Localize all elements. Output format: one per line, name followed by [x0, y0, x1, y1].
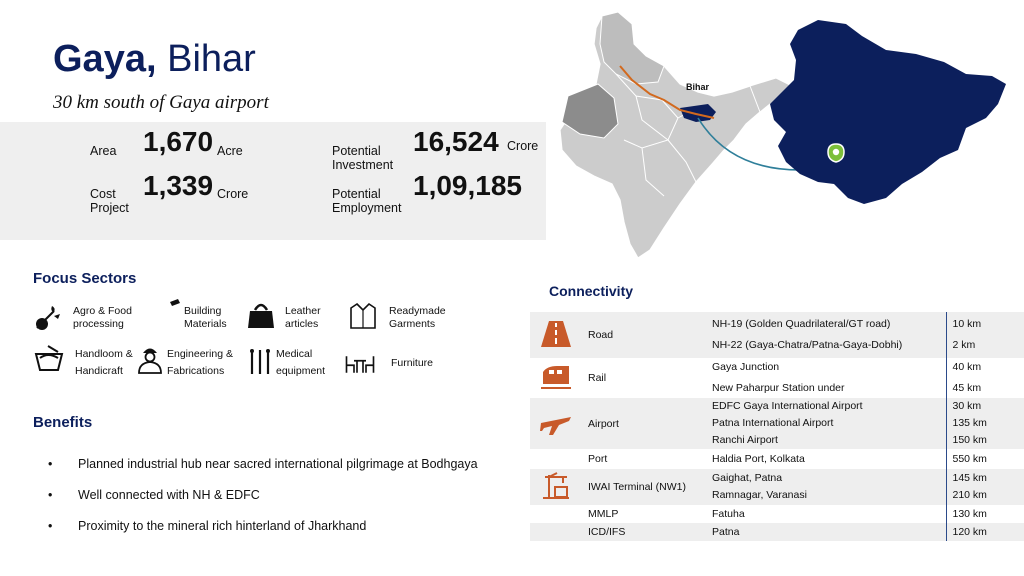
dist-airport [946, 398, 1024, 449]
dest-text: Patna [712, 525, 740, 538]
location-pin-dot [833, 149, 839, 155]
sector-engineering [167, 346, 233, 380]
dist-text: 135 km [952, 417, 987, 429]
airport-cell [530, 398, 582, 449]
sector-leather-line1: Leather [285, 305, 321, 317]
area-label: Area [90, 144, 117, 158]
handbag-icon [246, 300, 276, 330]
dist-text: 145 km [952, 472, 987, 484]
sector-furniture: Furniture [391, 357, 434, 369]
table-row [530, 312, 1024, 358]
dest-text: NH-22 (Gaya-Chatra/Patna-Gaya-Dobhi) [712, 339, 903, 351]
investment-value: 16,524 [413, 126, 499, 157]
bullet-icon: • [48, 488, 53, 502]
dest-icd [706, 523, 946, 541]
sector-medical-line2: equipment [276, 365, 326, 377]
location-map [546, 0, 1024, 268]
table-row [530, 449, 1024, 469]
sector-building-line1: Building [184, 305, 222, 317]
dest-text: EDFC Gaya International Airport [712, 400, 863, 412]
sector-agro [73, 305, 132, 331]
city-name: Gaya, [53, 38, 157, 80]
sector-medical [276, 346, 325, 380]
table-row [530, 523, 1024, 541]
cost-label [90, 187, 129, 215]
benefit-text: Well connected with NH & EDFC [78, 488, 260, 502]
dest-rail [706, 358, 946, 398]
dest-text: Gaighat, Patna [712, 472, 783, 484]
bullet-icon: • [48, 457, 53, 471]
icd-icon-cell [530, 523, 582, 541]
benefit-text: Proximity to the mineral rich hinterland of Jharkhand [78, 519, 367, 533]
cost-label-line1: Cost [90, 187, 116, 201]
table-row [530, 398, 1024, 449]
benefit-text: Planned industrial hub near sacred international pilgrimage at Bodhgaya [78, 457, 478, 471]
sector-garments [389, 305, 446, 331]
sector-leather-line2: articles [285, 318, 319, 330]
state-name: Bihar [167, 38, 256, 80]
crane-icon [541, 471, 571, 501]
dist-text: 40 km [952, 361, 982, 373]
connectivity-table [530, 312, 1024, 541]
sector-building-line2: Materials [184, 318, 227, 330]
dist-iwai [946, 469, 1024, 505]
bullet-icon: • [48, 519, 53, 533]
sector-medical-line1: Medical [276, 348, 313, 360]
train-icon [539, 362, 573, 392]
mode-airport: Airport [582, 398, 706, 449]
mode-icd: ICD/IFS [582, 523, 706, 541]
sector-building [184, 305, 227, 331]
table-row [530, 505, 1024, 523]
sector-handloom-line1: Handloom & [75, 348, 133, 360]
port-icon-cell [530, 449, 582, 469]
dist-text: 45 km [952, 382, 982, 394]
loom-icon [34, 344, 64, 374]
dist-port [946, 449, 1024, 469]
mmlp-icon-cell [530, 505, 582, 523]
sector-garments-line2: Garments [389, 318, 436, 330]
dest-text: New Paharpur Station under [712, 382, 845, 394]
area-value: 1,670 [143, 126, 214, 157]
dist-text: 550 km [952, 452, 987, 465]
sector-engineering-line1: Engineering & [167, 348, 233, 360]
employment-label-line2: Employment [332, 201, 402, 215]
rail-cell [530, 358, 582, 398]
cost-unit: Crore [217, 187, 249, 201]
dest-text: Ramnagar, Varanasi [712, 489, 807, 501]
mode-rail: Rail [582, 358, 706, 398]
sector-agro-line1: Agro & Food [73, 305, 132, 317]
furniture-icon [345, 348, 375, 378]
dist-text: 210 km [952, 489, 987, 501]
dist-text: 130 km [952, 507, 987, 520]
dest-iwai [706, 469, 946, 505]
sector-leather [285, 305, 321, 331]
benefit-item [48, 488, 260, 502]
dist-road [946, 312, 1024, 358]
dist-text: 120 km [952, 525, 987, 538]
jacket-icon [348, 301, 378, 331]
dest-mmlp [706, 505, 946, 523]
dist-text: 10 km [952, 318, 982, 330]
dest-text: Ranchi Airport [712, 434, 778, 446]
cost-value: 1,339 [143, 170, 214, 201]
dest-text: NH-19 (Golden Quadrilateral/GT road) [712, 318, 891, 330]
road-icon [539, 319, 573, 349]
sector-agro-line2: processing [73, 318, 124, 330]
mode-iwai: IWAI Terminal (NW1) [582, 469, 706, 505]
investment-unit: Crore [507, 139, 539, 153]
dest-port [706, 449, 946, 469]
page-title [53, 38, 256, 81]
dist-text: 2 km [952, 339, 976, 351]
iwai-cell [530, 469, 582, 505]
dest-airport [706, 398, 946, 449]
bihar-map [770, 20, 1006, 204]
area-unit: Acre [217, 144, 243, 158]
cost-label-line2: Project [90, 201, 129, 215]
employment-value: 1,09,185 [413, 170, 522, 201]
benefit-item [48, 519, 366, 533]
mode-mmlp: MMLP [582, 505, 706, 523]
page-subtitle: 30 km south of Gaya airport [53, 92, 269, 113]
investment-label-line1: Potential [332, 144, 381, 158]
dest-text: Haldia Port, Kolkata [712, 452, 805, 465]
sector-garments-line1: Readymade [389, 305, 446, 317]
sector-handloom [75, 346, 133, 380]
dest-road [706, 312, 946, 358]
employment-label [332, 187, 401, 215]
table-row [530, 358, 1024, 398]
dest-text: Fatuha [712, 507, 745, 520]
dist-mmlp [946, 505, 1024, 523]
investment-label-line2: Investment [332, 158, 394, 172]
sector-engineering-line2: Fabrications [167, 365, 225, 377]
dest-text: Gaya Junction [712, 361, 780, 373]
benefits-heading: Benefits [33, 414, 93, 431]
dist-rail [946, 358, 1024, 398]
road-cell [530, 312, 582, 358]
mode-port: Port [582, 449, 706, 469]
medical-tools-icon [246, 346, 276, 376]
investment-label [332, 144, 393, 172]
dist-text: 30 km [952, 400, 982, 412]
mode-road: Road [582, 312, 706, 358]
dist-text: 150 km [952, 434, 987, 446]
connectivity-heading: Connectivity [549, 283, 634, 299]
agro-icon [34, 302, 64, 332]
benefit-item [48, 457, 478, 471]
employment-label-line1: Potential [332, 187, 381, 201]
dest-text: Patna International Airport [712, 417, 834, 429]
dist-icd [946, 523, 1024, 541]
bihar-map-label: Bihar [686, 82, 710, 92]
sector-handloom-line2: Handicraft [75, 365, 123, 377]
focus-sectors-heading: Focus Sectors [33, 270, 137, 287]
worker-icon [135, 344, 165, 374]
stats-panel [0, 122, 546, 240]
airplane-icon [539, 407, 573, 437]
table-row [530, 469, 1024, 505]
